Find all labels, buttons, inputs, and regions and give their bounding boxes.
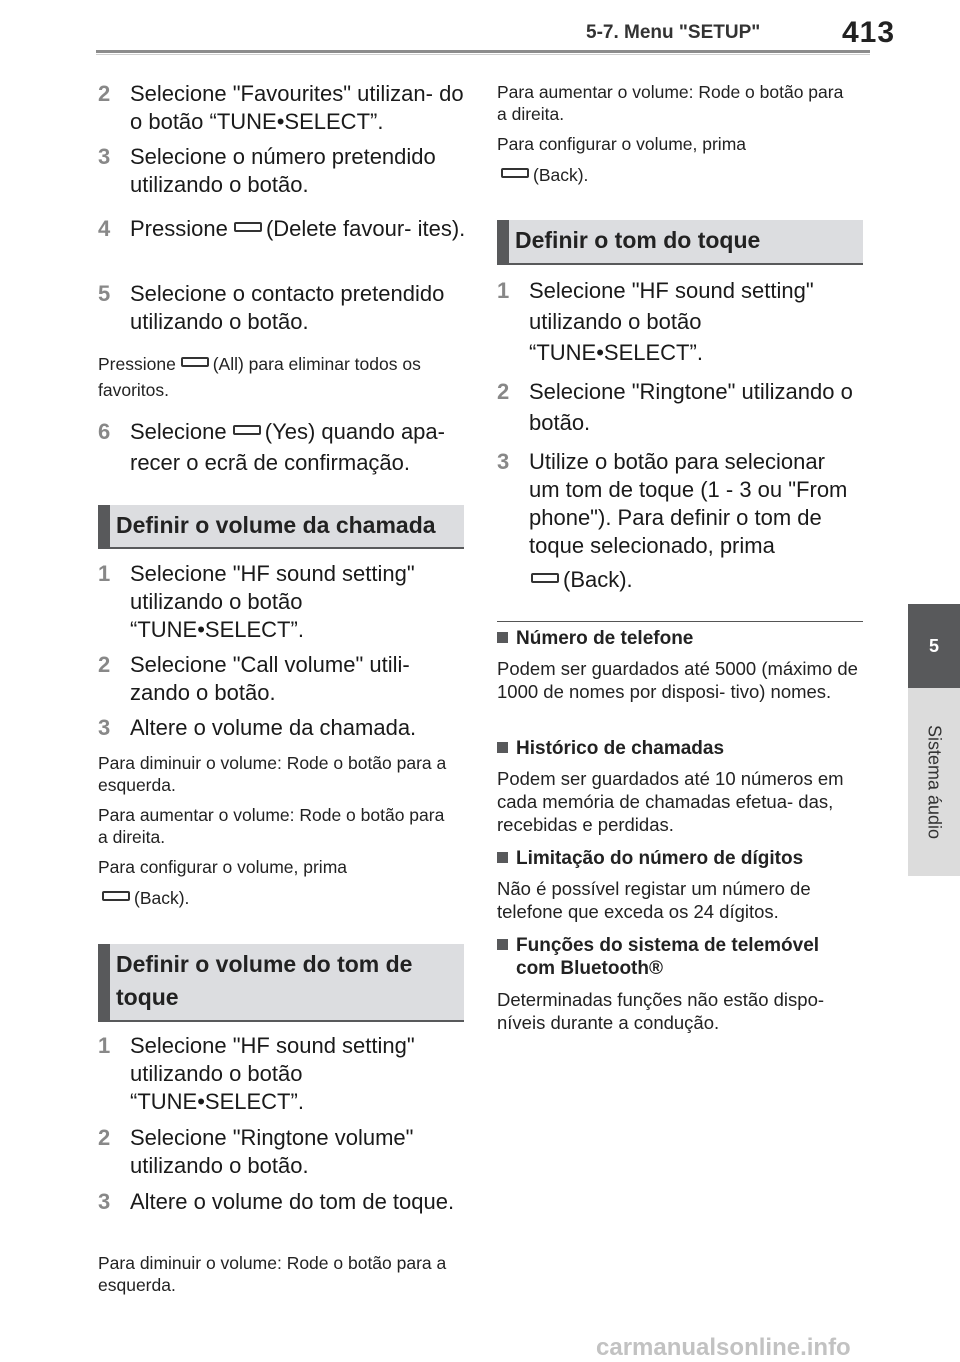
info-text: Podem ser guardados até 10 números em cada memória de chamadas efetua- das, recebidas e perdidas. xyxy=(497,768,844,835)
step-number: 3 xyxy=(497,449,510,474)
page-number: 413 xyxy=(842,16,896,49)
step-text: Selecione "HF sound setting" utilizando o botão “TUNE•SELECT”. xyxy=(130,1033,415,1114)
step-text: Selecione "HF sound setting" utilizando o botão “TUNE•SELECT”. xyxy=(529,278,814,365)
note-text: (Back). xyxy=(497,164,867,186)
info-text: Determinadas funções não estão dispo- níveis durante a condução. xyxy=(497,989,825,1033)
info-heading: Histórico de chamadas xyxy=(497,737,863,760)
info-text: Não é possível registar um número de telefone que exceda os 24 dígitos. xyxy=(497,878,811,922)
note-text: Para aumentar o volume: Rode o botão para a direita. xyxy=(98,805,445,847)
step-number: 1 xyxy=(98,561,111,586)
section-heading: Definir o volume do tom de toque xyxy=(98,944,464,1022)
note-text: Para aumentar o volume: Rode o botão para a direita. xyxy=(497,82,844,124)
square-bullet-icon xyxy=(497,939,508,950)
info-heading: Funções do sistema de telemóvel com Bluetooth® xyxy=(497,934,863,980)
step-number: 2 xyxy=(497,379,510,404)
chapter-tab-label: Sistema áudio xyxy=(924,724,945,840)
button-icon xyxy=(531,573,559,583)
step-number: 3 xyxy=(98,1189,111,1214)
note-text: Para diminuir o volume: Rode o botão para a esquerda. xyxy=(98,753,447,795)
section-heading: Definir o tom do toque xyxy=(497,220,863,265)
note-text: Para configurar o volume, prima xyxy=(497,134,746,154)
button-icon xyxy=(233,425,261,435)
step-text-before: Pressione xyxy=(130,216,228,241)
note-text: Pressione (All) para eliminar todos os favoritos. xyxy=(98,354,421,400)
step-text: Selecione "Call volume" utili- zando o botão. xyxy=(130,652,410,705)
watermark: carmanualsonline.info xyxy=(596,1334,851,1361)
step-text: Utilize o botão para selecionar um tom de toque (1 - 3 ou "From phone"). Para definir o tom de toque selecionado, prima xyxy=(529,449,848,558)
step-number: 3 xyxy=(98,715,111,740)
step-text: Selecione "Ringtone volume" utilizando o botão. xyxy=(130,1125,414,1178)
chapter-tab-number: 5 xyxy=(908,604,960,688)
note-text: (Back). xyxy=(98,887,468,909)
divider xyxy=(497,621,863,622)
step-text: Altere o volume da chamada. xyxy=(130,715,417,740)
section-heading: Definir o volume da chamada xyxy=(98,505,464,549)
step-text: Selecione o contacto pretendido utilizando o botão. xyxy=(130,281,445,334)
step-number: 2 xyxy=(98,1125,111,1150)
square-bullet-icon xyxy=(497,852,508,863)
info-text: Podem ser guardados até 5000 (máximo de 1000 de nomes por disposi- tivo) nomes. xyxy=(497,658,858,702)
header-rule xyxy=(96,50,870,53)
square-bullet-icon xyxy=(497,632,508,643)
step-text: Selecione "HF sound setting" utilizando o botão “TUNE•SELECT”. xyxy=(130,561,415,642)
step-text: Altere o volume do tom de toque. xyxy=(130,1189,455,1214)
step-text xyxy=(130,214,466,244)
header-rule-thin xyxy=(96,54,870,55)
button-icon xyxy=(234,222,262,232)
note-text: Para diminuir o volume: Rode o botão para a esquerda. xyxy=(98,1253,447,1295)
step-number: 2 xyxy=(98,81,111,106)
step-text: Selecione o número pretendido utilizando o botão. xyxy=(130,144,436,197)
step-number: 1 xyxy=(497,278,510,303)
step-number: 2 xyxy=(98,652,111,677)
step-number: 1 xyxy=(98,1033,111,1058)
note-text: Para configurar o volume, prima xyxy=(98,857,347,877)
step-number: 4 xyxy=(98,216,111,241)
step-number: 6 xyxy=(98,419,111,444)
step-number: 3 xyxy=(98,144,111,169)
button-icon xyxy=(181,357,209,367)
info-heading: Limitação do número de dígitos xyxy=(497,847,863,870)
step-text: Selecione "Favourites" utilizan- do o botão “TUNE•SELECT”. xyxy=(130,81,464,134)
square-bullet-icon xyxy=(497,742,508,753)
chapter-tab xyxy=(908,688,960,876)
step-text: Selecione (Yes) quando apa- recer o ecrã de confirmação. xyxy=(130,419,445,475)
section-title: 5-7. Menu "SETUP" xyxy=(586,22,761,43)
step-number: 5 xyxy=(98,281,111,306)
step-text-after: (Delete favour- ites). xyxy=(265,216,466,241)
info-heading: Número de telefone xyxy=(497,627,863,650)
button-icon xyxy=(102,891,130,901)
step-text: Selecione "Ringtone" utilizando o botão. xyxy=(529,379,853,435)
back-instruction: (Back). xyxy=(531,566,633,594)
button-icon xyxy=(501,168,529,178)
